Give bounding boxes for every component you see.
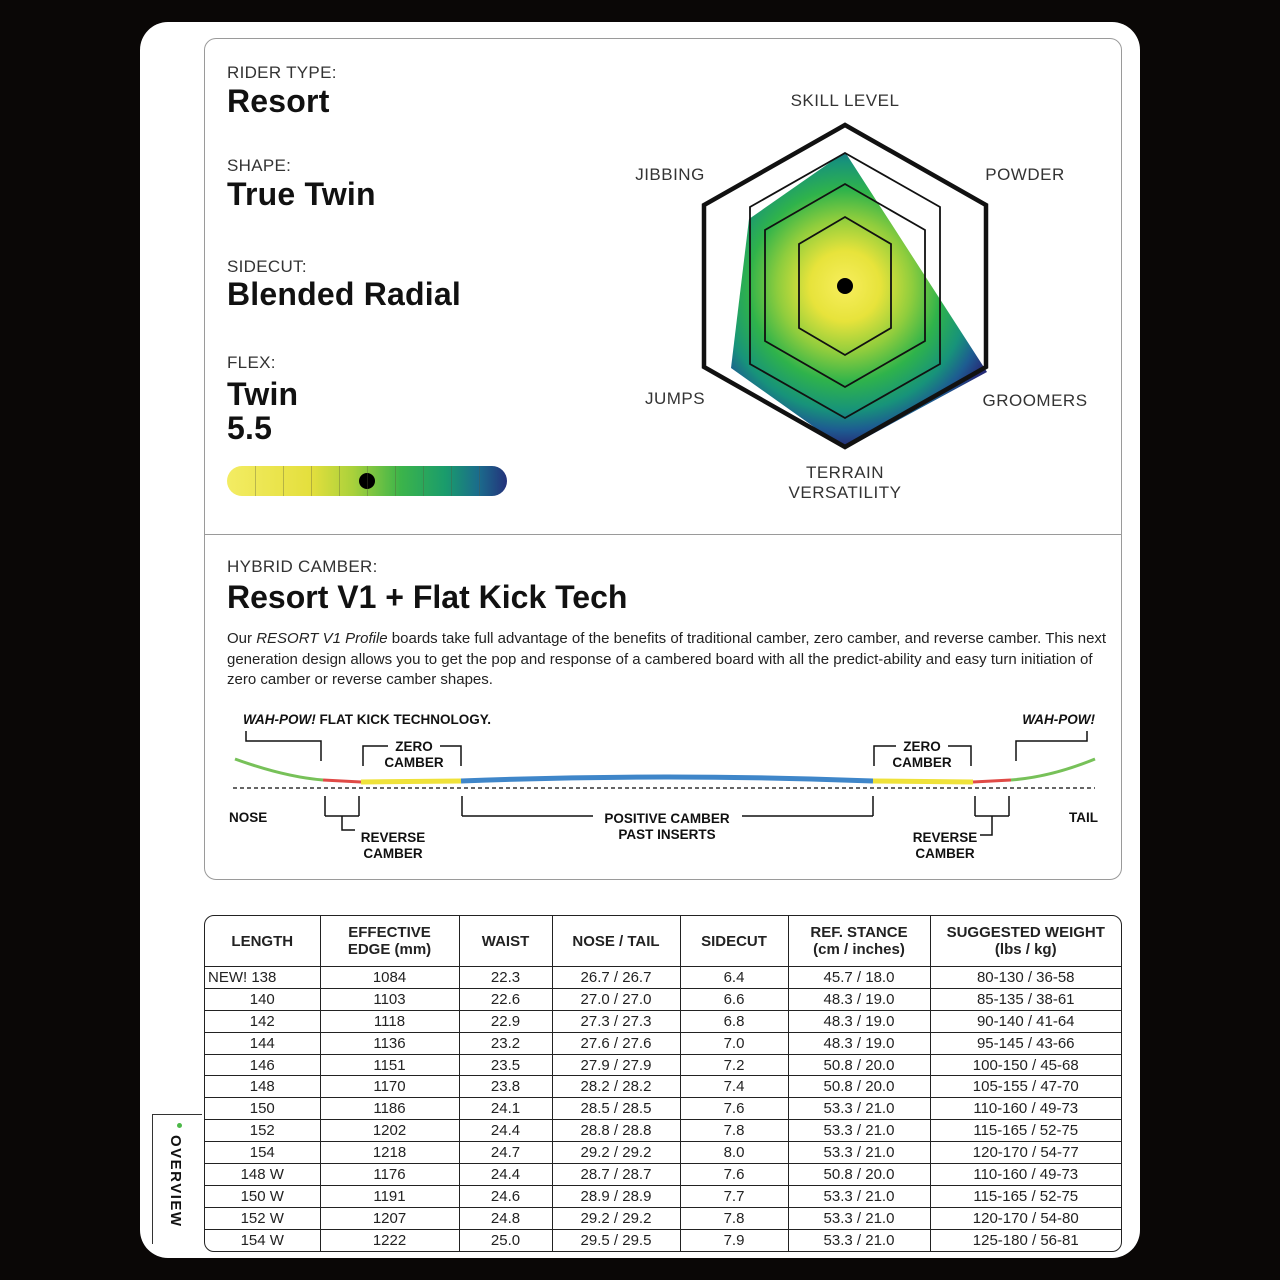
table-cell: 154 — [205, 1142, 320, 1164]
table-cell: 1084 — [320, 967, 459, 989]
table-cell: 28.8 / 28.8 — [552, 1120, 680, 1142]
panel-divider — [205, 534, 1121, 535]
column-header-line2: (lbs / kg) — [994, 941, 1057, 958]
reverse-camber-right-line2: CAMBER — [915, 846, 975, 861]
table-cell: 90-140 / 41-64 — [930, 1010, 1121, 1032]
table-row — [205, 988, 1121, 1010]
table-cell: 7.0 — [680, 1032, 788, 1054]
shape-value: True Twin — [227, 176, 376, 212]
radar-label-jibbing: JIBBING — [635, 165, 705, 184]
table-cell: 28.5 / 28.5 — [552, 1098, 680, 1120]
flex-value — [227, 377, 298, 445]
table-cell: 27.9 / 27.9 — [552, 1054, 680, 1076]
table-cell: 48.3 / 19.0 — [788, 988, 930, 1010]
column-header — [930, 916, 1121, 967]
table-cell: 85-135 / 38-61 — [930, 988, 1121, 1010]
table-row — [205, 1098, 1121, 1120]
flex-scale-divider — [395, 466, 396, 496]
rider-type-label: RIDER TYPE: — [227, 63, 337, 82]
table-cell: 1218 — [320, 1142, 459, 1164]
table-cell: 24.1 — [459, 1098, 552, 1120]
table-cell: 50.8 / 20.0 — [788, 1054, 930, 1076]
table-cell: 48.3 / 19.0 — [788, 1032, 930, 1054]
radar-label-terrain-versatility: TERRAIN VERSATILITY — [788, 463, 902, 502]
table-cell: 1191 — [320, 1185, 459, 1207]
flex-scale-divider — [311, 466, 312, 496]
flex-scale-divider — [255, 466, 256, 496]
rider-radar-chart — [695, 114, 995, 454]
table-cell: 100-150 / 45-68 — [930, 1054, 1121, 1076]
table-cell: 28.9 / 28.9 — [552, 1185, 680, 1207]
spec-panel — [204, 38, 1122, 880]
table-cell: 22.3 — [459, 967, 552, 989]
table-cell: 23.8 — [459, 1076, 552, 1098]
table-cell: 7.7 — [680, 1185, 788, 1207]
table-cell: 110-160 / 49-73 — [930, 1098, 1121, 1120]
column-header — [552, 916, 680, 967]
zero-camber-right-line1: ZERO — [903, 739, 941, 754]
table-cell: 29.2 / 29.2 — [552, 1207, 680, 1229]
table-cell: 110-160 / 49-73 — [930, 1164, 1121, 1186]
table-body — [205, 967, 1121, 1251]
table-cell: 152 — [205, 1120, 320, 1142]
camber-label: HYBRID CAMBER: — [227, 557, 378, 576]
flex-label: FLEX: — [227, 353, 276, 372]
table-cell: 150 — [205, 1098, 320, 1120]
flex-number: 5.5 — [227, 410, 273, 446]
column-header — [320, 916, 459, 967]
flex-scale-divider — [451, 466, 452, 496]
table-row — [205, 1076, 1121, 1098]
reverse-camber-right-line1: REVERSE — [912, 830, 978, 845]
table-cell: 6.4 — [680, 967, 788, 989]
shape-label: SHAPE: — [227, 156, 292, 175]
table-cell: 152 W — [205, 1207, 320, 1229]
table-cell: 24.8 — [459, 1207, 552, 1229]
table-cell: 27.0 / 27.0 — [552, 988, 680, 1010]
table-cell: 80-130 / 36-58 — [930, 967, 1121, 989]
table-cell: 27.6 / 27.6 — [552, 1032, 680, 1054]
table-row — [205, 1229, 1121, 1250]
table-row — [205, 1207, 1121, 1229]
reverse-camber-left-line1: REVERSE — [360, 830, 426, 845]
table-cell: 29.5 / 29.5 — [552, 1229, 680, 1250]
table-cell: 53.3 / 21.0 — [788, 1207, 930, 1229]
table-cell: 150 W — [205, 1185, 320, 1207]
table-row — [205, 1185, 1121, 1207]
column-header — [680, 916, 788, 967]
table-cell: 1118 — [320, 1010, 459, 1032]
rider-type-value: Resort — [227, 83, 330, 119]
table-cell: 24.4 — [459, 1120, 552, 1142]
positive-camber-line2: PAST INSERTS — [618, 827, 716, 842]
table-cell: 7.4 — [680, 1076, 788, 1098]
table-row — [205, 1164, 1121, 1186]
table-cell: 95-145 / 43-66 — [930, 1032, 1121, 1054]
table-cell: 154 W — [205, 1229, 320, 1250]
flex-scale-divider — [423, 466, 424, 496]
table-cell: 7.8 — [680, 1120, 788, 1142]
table-cell: 23.5 — [459, 1054, 552, 1076]
flat-kick-label: WAH-POW! FLAT KICK TECHNOLOGY. — [243, 712, 491, 727]
column-header — [788, 916, 930, 967]
column-header-line1: SIDECUT — [701, 932, 767, 950]
column-header-line1: REF. STANCE — [810, 924, 908, 941]
overview-side-tab[interactable] — [152, 1114, 202, 1244]
table-cell: 6.6 — [680, 988, 788, 1010]
table-row — [205, 967, 1121, 989]
table-cell: 1207 — [320, 1207, 459, 1229]
tail-label: TAIL — [1069, 810, 1098, 825]
positive-camber-line1: POSITIVE CAMBER — [604, 811, 730, 826]
radar-label-jumps: JUMPS — [644, 389, 706, 408]
table-cell: 50.8 / 20.0 — [788, 1076, 930, 1098]
column-header — [459, 916, 552, 967]
table-cell: 1176 — [320, 1164, 459, 1186]
column-header-line1: SUGGESTED WEIGHT — [946, 924, 1105, 941]
table-cell: 28.2 / 28.2 — [552, 1076, 680, 1098]
table-cell: 115-165 / 52-75 — [930, 1120, 1121, 1142]
flex-scale-divider — [367, 466, 368, 496]
table-cell: 29.2 / 29.2 — [552, 1142, 680, 1164]
table-row — [205, 1142, 1121, 1164]
table-row — [205, 1120, 1121, 1142]
overview-tab-label: OVERVIEW — [167, 1135, 184, 1228]
radar-center-dot — [837, 278, 853, 294]
table-cell: 125-180 / 56-81 — [972, 1231, 1079, 1249]
camber-desc-rest: boards take full advantage of the benefits of traditional camber, zero camber, and reverse camber. This next generation design allows you to get the pop and response of a cambered board with all the predict-ability and easy turn initiation of zero camber or reverse camber shapes. — [227, 630, 1107, 688]
table-header-row — [205, 916, 1121, 967]
table-cell: 7.6 — [680, 1164, 788, 1186]
column-header-line2: EDGE (mm) — [347, 941, 432, 958]
table-cell: 53.3 / 21.0 — [788, 1098, 930, 1120]
table-cell: 148 — [205, 1076, 320, 1098]
table-cell: 142 — [205, 1010, 320, 1032]
table-cell: 105-155 / 47-70 — [930, 1076, 1121, 1098]
table-cell: 25.0 — [459, 1229, 552, 1250]
table-cell: 53.3 / 21.0 — [788, 1120, 930, 1142]
column-header-line1: EFFECTIVE — [348, 924, 431, 941]
column-header — [205, 916, 320, 967]
camber-profile-diagram — [205, 699, 1123, 879]
table-cell: 53.3 / 21.0 — [788, 1229, 930, 1250]
overview-dot-icon — [177, 1123, 182, 1128]
sidecut-value: Blended Radial — [227, 276, 461, 312]
table-row — [205, 1054, 1121, 1076]
size-spec-table — [204, 915, 1122, 1252]
column-header-line1: WAIST — [481, 932, 530, 950]
table-cell: 1202 — [320, 1120, 459, 1142]
camber-description — [227, 629, 1107, 691]
table-cell: 148 W — [205, 1164, 320, 1186]
table-cell: 120-170 / 54-77 — [930, 1142, 1121, 1164]
zero-camber-left-line2: CAMBER — [384, 755, 444, 770]
table-cell: 140 — [205, 988, 320, 1010]
column-header-line1: NOSE / TAIL — [572, 932, 660, 950]
camber-desc-italic: RESORT V1 Profile — [256, 630, 388, 647]
sidecut-label: SIDECUT: — [227, 257, 307, 276]
table-cell: 27.3 / 27.3 — [552, 1010, 680, 1032]
reverse-camber-left-line2: CAMBER — [363, 846, 423, 861]
table-cell: 50.8 / 20.0 — [788, 1164, 930, 1186]
table-cell: 144 — [205, 1032, 320, 1054]
nose-label: NOSE — [229, 810, 268, 825]
table-cell: NEW! 138 — [205, 967, 320, 989]
table-cell: 48.3 / 19.0 — [788, 1010, 930, 1032]
radar-label-skill-level: SKILL LEVEL — [790, 91, 900, 110]
table-row — [205, 1010, 1121, 1032]
table-cell: 45.7 / 18.0 — [788, 967, 930, 989]
zero-camber-right-line2: CAMBER — [892, 755, 952, 770]
table-cell: 53.3 / 21.0 — [788, 1185, 930, 1207]
camber-title: Resort V1 + Flat Kick Tech — [227, 579, 628, 615]
table-cell: 24.4 — [459, 1164, 552, 1186]
table-row — [205, 1032, 1121, 1054]
flex-name: Twin — [227, 376, 299, 412]
table-cell: 24.6 — [459, 1185, 552, 1207]
table-cell: 1222 — [320, 1229, 459, 1250]
table-cell: 1151 — [320, 1054, 459, 1076]
table-cell: 146 — [205, 1054, 320, 1076]
table-cell: 7.6 — [680, 1098, 788, 1120]
flex-scale-bar — [227, 466, 507, 496]
table-cell: 7.9 — [680, 1229, 788, 1250]
table-cell: 28.7 / 28.7 — [552, 1164, 680, 1186]
wah-pow-tail-label: WAH-POW! — [1022, 712, 1095, 727]
flex-scale-divider — [283, 466, 284, 496]
camber-desc-prefix: Our — [227, 630, 257, 647]
table-cell: 120-170 / 54-80 — [930, 1207, 1121, 1229]
table-cell: 24.7 — [459, 1142, 552, 1164]
table-cell: 6.8 — [680, 1010, 788, 1032]
table-cell: 1103 — [320, 988, 459, 1010]
table-cell: 23.2 — [459, 1032, 552, 1054]
flex-scale-divider — [479, 466, 480, 496]
table-cell: 1186 — [320, 1098, 459, 1120]
table-cell: 8.0 — [680, 1142, 788, 1164]
table-cell: 22.6 — [459, 988, 552, 1010]
table-cell: 7.2 — [680, 1054, 788, 1076]
table-cell: 26.7 / 26.7 — [552, 967, 680, 989]
table-cell: 53.3 / 21.0 — [788, 1142, 930, 1164]
zero-camber-left-line1: ZERO — [395, 739, 433, 754]
column-header-line1: LENGTH — [231, 932, 294, 950]
flex-scale-divider — [339, 466, 340, 496]
radar-label-groomers: GROOMERS — [982, 391, 1088, 410]
table-cell: 115-165 / 52-75 — [930, 1185, 1121, 1207]
table-cell: 7.8 — [680, 1207, 788, 1229]
table-cell: 1170 — [320, 1076, 459, 1098]
table-cell: 1136 — [320, 1032, 459, 1054]
radar-label-powder: POWDER — [985, 165, 1065, 184]
table-cell: 22.9 — [459, 1010, 552, 1032]
column-header-line2: (cm / inches) — [813, 941, 905, 958]
